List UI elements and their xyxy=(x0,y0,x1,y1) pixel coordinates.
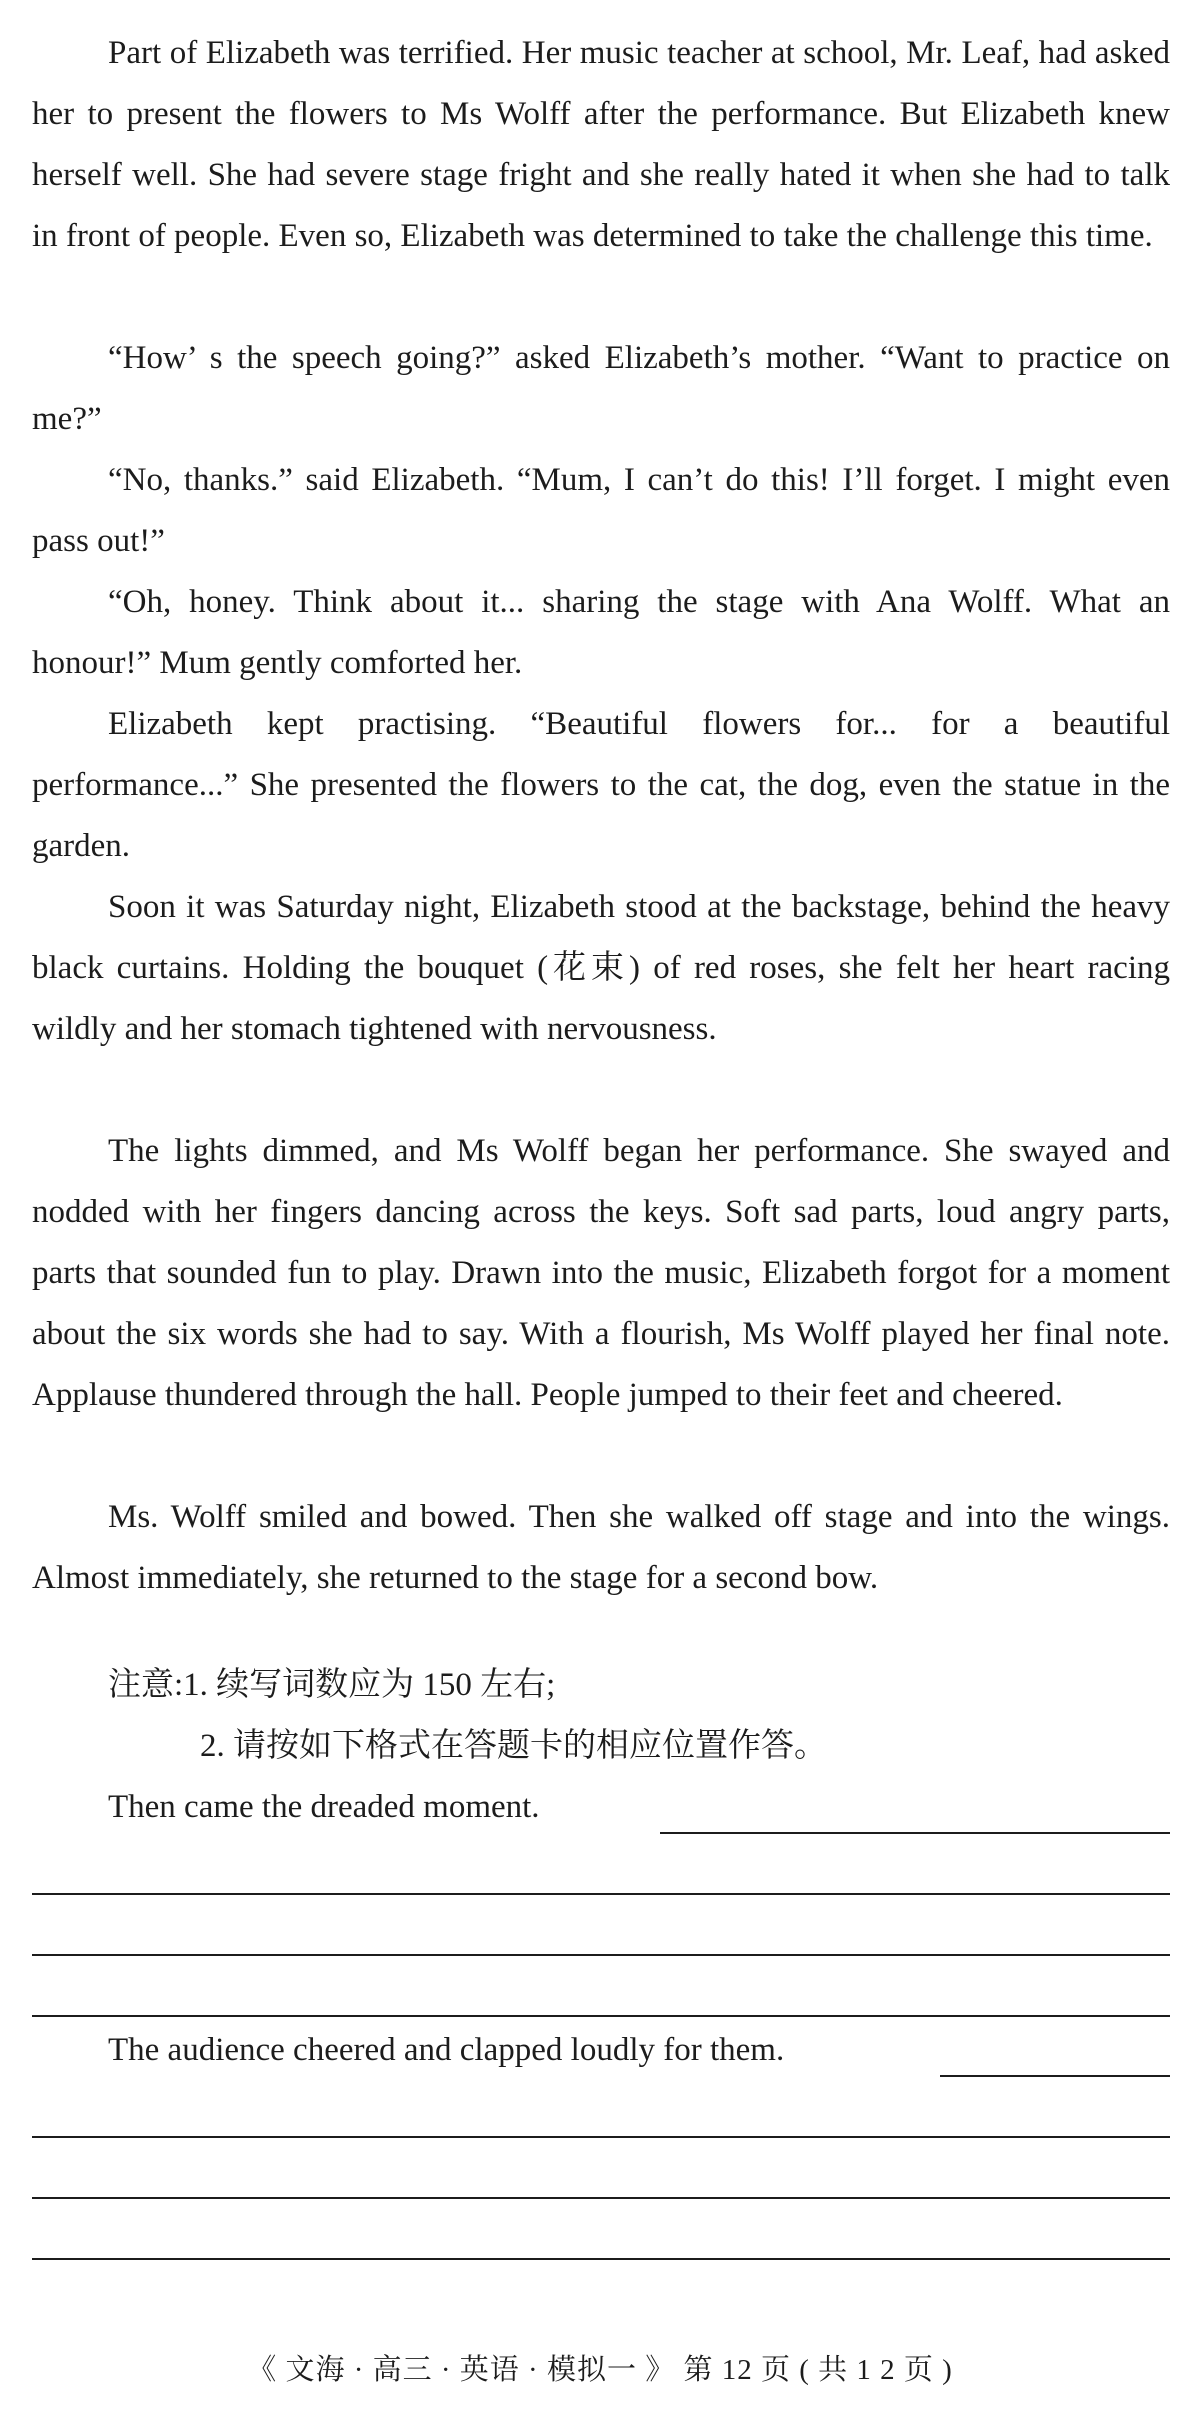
note-item-2: 2. 请按如下格式在答题卡的相应位置作答。 xyxy=(200,1728,827,1764)
answer-line[interactable] xyxy=(32,1893,1170,1895)
paragraph-1: Part of Elizabeth was terrified. Her music teacher at school, Mr. Leaf, had asked her to present the flowers to Ms Wolff after the performance. But Elizabeth knew herself well. She had severe stage fright and she really hated it when she had to talk in front of people. Even so, Elizabeth was determined to take the challenge this time. xyxy=(32,35,1170,254)
paragraph-2: “How’ s the speech going?” asked Elizabeth’s mother. “Want to practice on me?” xyxy=(32,340,1170,437)
answer-line[interactable] xyxy=(32,2136,1170,2138)
page-footer: 《 文海 · 高三 · 英语 · 模拟一 》 第 12 页 ( 共 1 2 页 ) xyxy=(247,2354,953,2386)
paragraph-3: “No, thanks.” said Elizabeth. “Mum, I can’t do this! I’ll forget. I might even pass out!” xyxy=(32,462,1170,559)
paragraph-4: “Oh, honey. Think about it... sharing the stage with Ana Wolff. What an honour!” Mum gently comforted her. xyxy=(32,584,1170,681)
continuation-prompt-1: Then came the dreaded moment. xyxy=(108,1789,540,1825)
paragraph-8: Ms. Wolff smiled and bowed. Then she walked off stage and into the wings. Almost immediately, she returned to the stage for a second bow. xyxy=(32,1499,1170,1596)
paragraph-5: Elizabeth kept practising. “Beautiful flowers for... for a beautiful performance...” She presented the flowers to the cat, the dog, even the statue in the garden. xyxy=(32,706,1170,864)
notes-label: 注意: xyxy=(108,1667,184,1703)
continuation-prompt-2: The audience cheered and clapped loudly for them. xyxy=(108,2032,785,2068)
answer-line[interactable] xyxy=(660,1832,1170,1834)
notes-first-line xyxy=(108,1665,555,1705)
answer-line[interactable] xyxy=(32,2197,1170,2199)
note-item-1: 1. 续写词数应为 150 左右; xyxy=(183,1667,556,1703)
answer-line[interactable] xyxy=(32,1954,1170,1956)
paragraph-7: The lights dimmed, and Ms Wolff began her performance. She swayed and nodded with her fingers dancing across the keys. Soft sad parts, loud angry parts, parts that sounded fun to play. Drawn into the music, Elizabeth forgot for a moment about the six words she had to say. With a flourish, Ms Wolff played her final note. Applause thundered through the hall. People jumped to their feet and cheered. xyxy=(32,1133,1170,1413)
answer-line[interactable] xyxy=(32,2258,1170,2260)
answer-line[interactable] xyxy=(940,2075,1170,2077)
answer-line[interactable] xyxy=(32,2015,1170,2017)
paragraph-6: Soon it was Saturday night, Elizabeth stood at the backstage, behind the heavy black curtains. Holding the bouquet (花束) of red roses, she felt her heart racing wildly and her stomach tightened with nervousness. xyxy=(32,889,1170,1047)
